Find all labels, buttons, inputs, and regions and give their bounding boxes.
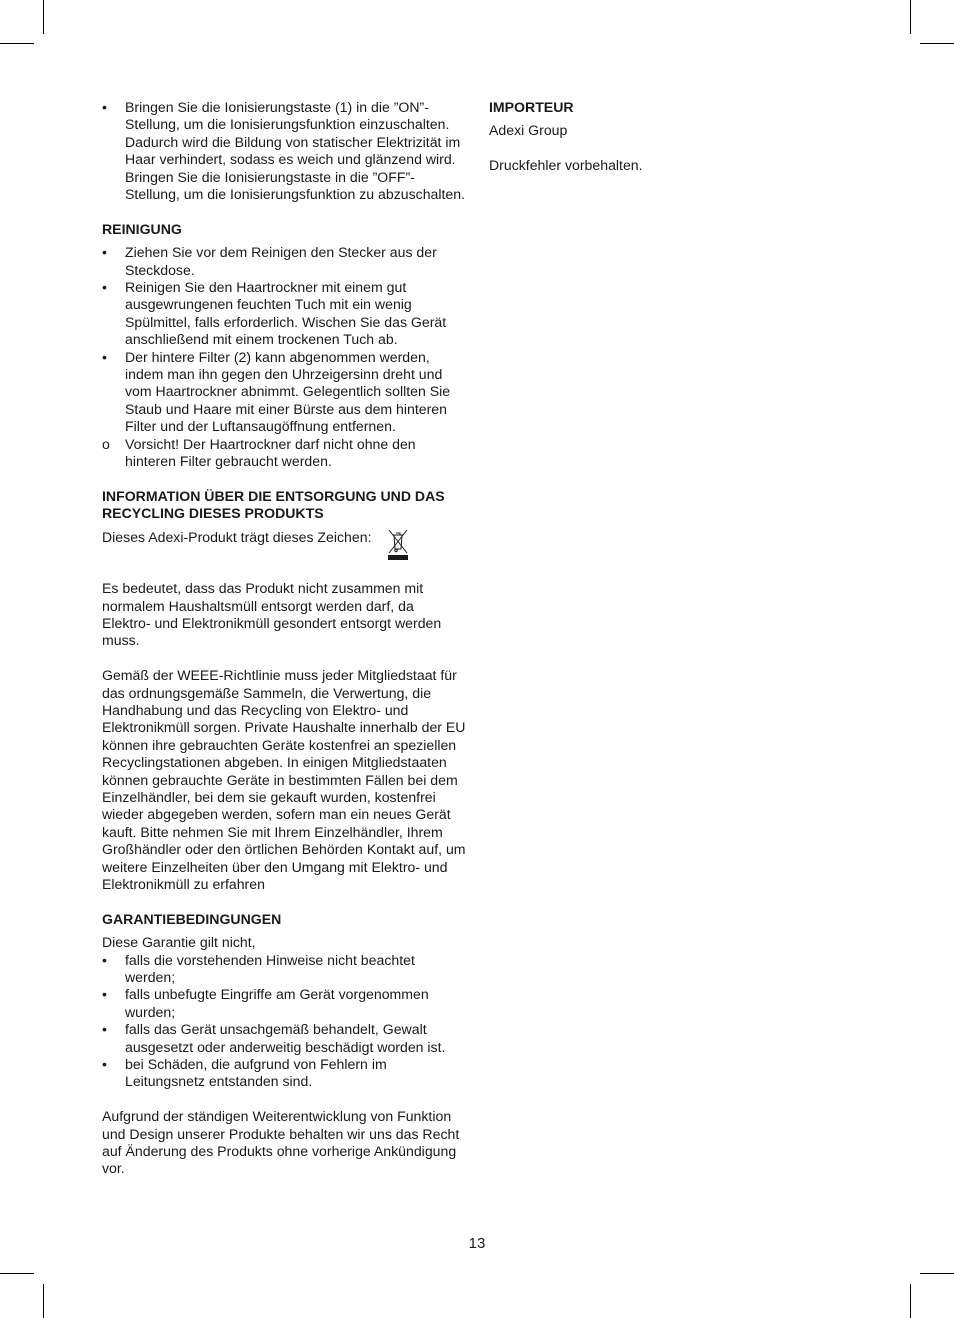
list-item: • Bringen Sie die Ionisierungstaste (1) in die ”ON”-Stellung, um die Ionisierungsfunktion einzuschalten. Dadurch wird die Bildung von statischer Elektrizität im Haar verhindert, sodass es weich und glänzend wird. Bringen Sie die Ionisierungstaste in die ”OFF”-Stellung, um die Ionisierungsfunktion zu abzuschalten. [102,99,466,203]
list-item-text: Der hintere Filter (2) kann abgenommen werden, indem man ihn gegen den Uhrzeigersinn dreht und vom Haartrockner abnimmt. Gelegentlich sollten Sie Staub und Haare mit einer Bürste aus dem hinteren Filter und der Luftansaugöffnung entfernen. [125,348,451,435]
list-marker: • [102,348,107,365]
list-item-text: Ziehen Sie vor dem Reinigen den Stecker aus der Steckdose. [125,244,437,278]
reinigung-list [102,244,466,470]
list-item-text: Reinigen Sie den Haartrockner mit einem gut ausgewrungenen feuchten Tuch mit ein wenig Spülmittel, falls erforderlich. Wischen Sie das Gerät anschließend mit einem trockenen Tuch ab. [125,279,447,348]
garantie-heading: GARANTIEBEDINGUNGEN [102,910,282,927]
list-marker: • [102,986,107,1003]
list-item [102,952,466,987]
page-number: 13 [468,1235,486,1252]
entsorgung-paragraph-1: Es bedeutet, dass das Produkt nicht zusammen mit normalem Haushaltsmüll entsorgt werden darf, da Elektro- und Elektronikmüll gesondert entsorgt werden muss. [102,580,442,649]
list-item [102,279,466,349]
crop-mark [910,1284,911,1318]
entsorgung-paragraph-2: Gemäß der WEEE-Richtlinie muss jeder Mitgliedstaat für das ordnungsgemäße Sammeln, die Verwertung, die Handhabung und das Recycling von Elektro- und Elektronikmüll sorgen. Private Haushalte innerhalb der EU können ihre gebrauchten Geräte kostenfrei an speziellen Recyclingstationen abgeben. In einigen Mitgliedstaaten können gebrauchte Geräte in bestimmten Fällen bei dem Einzelhändler, bei dem sie gekauft wurden, kostenfrei wieder abgegeben werden, sofern man ein neues Gerät kauft. Bitte nehmen Sie mit Ihrem Einzelhändler, Ihrem Großhändler oder den örtlichen Behörden Kontakt auf, um weitere Einzelheiten über den Umgang mit Elektro- und Elektronikmüll zu erfahren [102,667,466,892]
list-item [102,1056,466,1091]
list-item [102,986,466,1021]
garantie-intro: Diese Garantie gilt nicht, [102,934,256,951]
list-marker: • [102,279,107,296]
importeur-heading: IMPORTEUR [489,99,574,115]
list-item-text: Bringen Sie die Ionisierungstaste (1) in die ”ON”-Stellung, um die Ionisierungsfunktion einzuschalten. Dadurch wird die Bildung von statischer Elektrizität im Haar verhindert, sodass es weich und glänzend wird. Bringen Sie die Ionisierungstaste in die ”OFF”-Stellung, um die Ionisierungsfunktion zu abzuschalten. [125,99,466,203]
crop-mark [0,43,34,44]
list-item-text: falls das Gerät unsachgemäß behandelt, Gewalt ausgesetzt oder anderweitig beschädigt worden ist. [125,1021,446,1055]
intro-bullet-list [102,99,466,203]
weee-sign-text: Dieses Adexi-Produkt trägt dieses Zeichen: [102,528,372,545]
list-item-text: Vorsicht! Der Haartrockner darf nicht ohne den hinteren Filter gebraucht werden. [125,435,416,470]
garantie-list [102,952,466,1091]
crop-mark [920,1273,954,1274]
crop-mark [910,0,911,34]
left-column [102,99,466,1178]
list-marker: • [102,951,107,968]
list-marker: • [102,244,107,261]
entsorgung-heading: INFORMATION ÜBER DIE ENTSORGUNG UND DAS RECYCLING DIESES PRODUKTS [102,487,445,522]
list-item [102,436,466,471]
list-item [102,349,466,436]
crop-mark [43,0,44,34]
garantie-closing: Aufgrund der ständigen Weiterentwicklung von Funktion und Design unserer Produkte behalten wir uns das Recht auf Änderung des Produkts ohne vorherige Ankündigung vor. [102,1108,460,1177]
list-marker: • [102,1056,107,1073]
crop-mark [43,1284,44,1318]
crop-mark [920,43,954,44]
list-item [102,244,466,279]
list-marker: • [102,1021,107,1038]
list-item-text: falls unbefugte Eingriffe am Gerät vorgenommen wurden; [125,986,429,1020]
crossed-out-wheelie-bin-icon [386,526,410,562]
list-marker: o [102,435,110,452]
importeur-name: Adexi Group [489,122,568,139]
disclaimer: Druckfehler vorbehalten. [489,157,643,174]
crop-mark [0,1273,34,1274]
reinigung-heading: REINIGUNG [102,220,182,237]
weee-sign-line [102,529,466,563]
list-item-text: falls die vorstehenden Hinweise nicht beachtet werden; [125,951,415,986]
list-item-text: bei Schäden, die aufgrund von Fehlern im Leitungsnetz entstanden sind. [125,1056,387,1090]
list-item [102,1021,466,1056]
right-column [489,99,819,175]
